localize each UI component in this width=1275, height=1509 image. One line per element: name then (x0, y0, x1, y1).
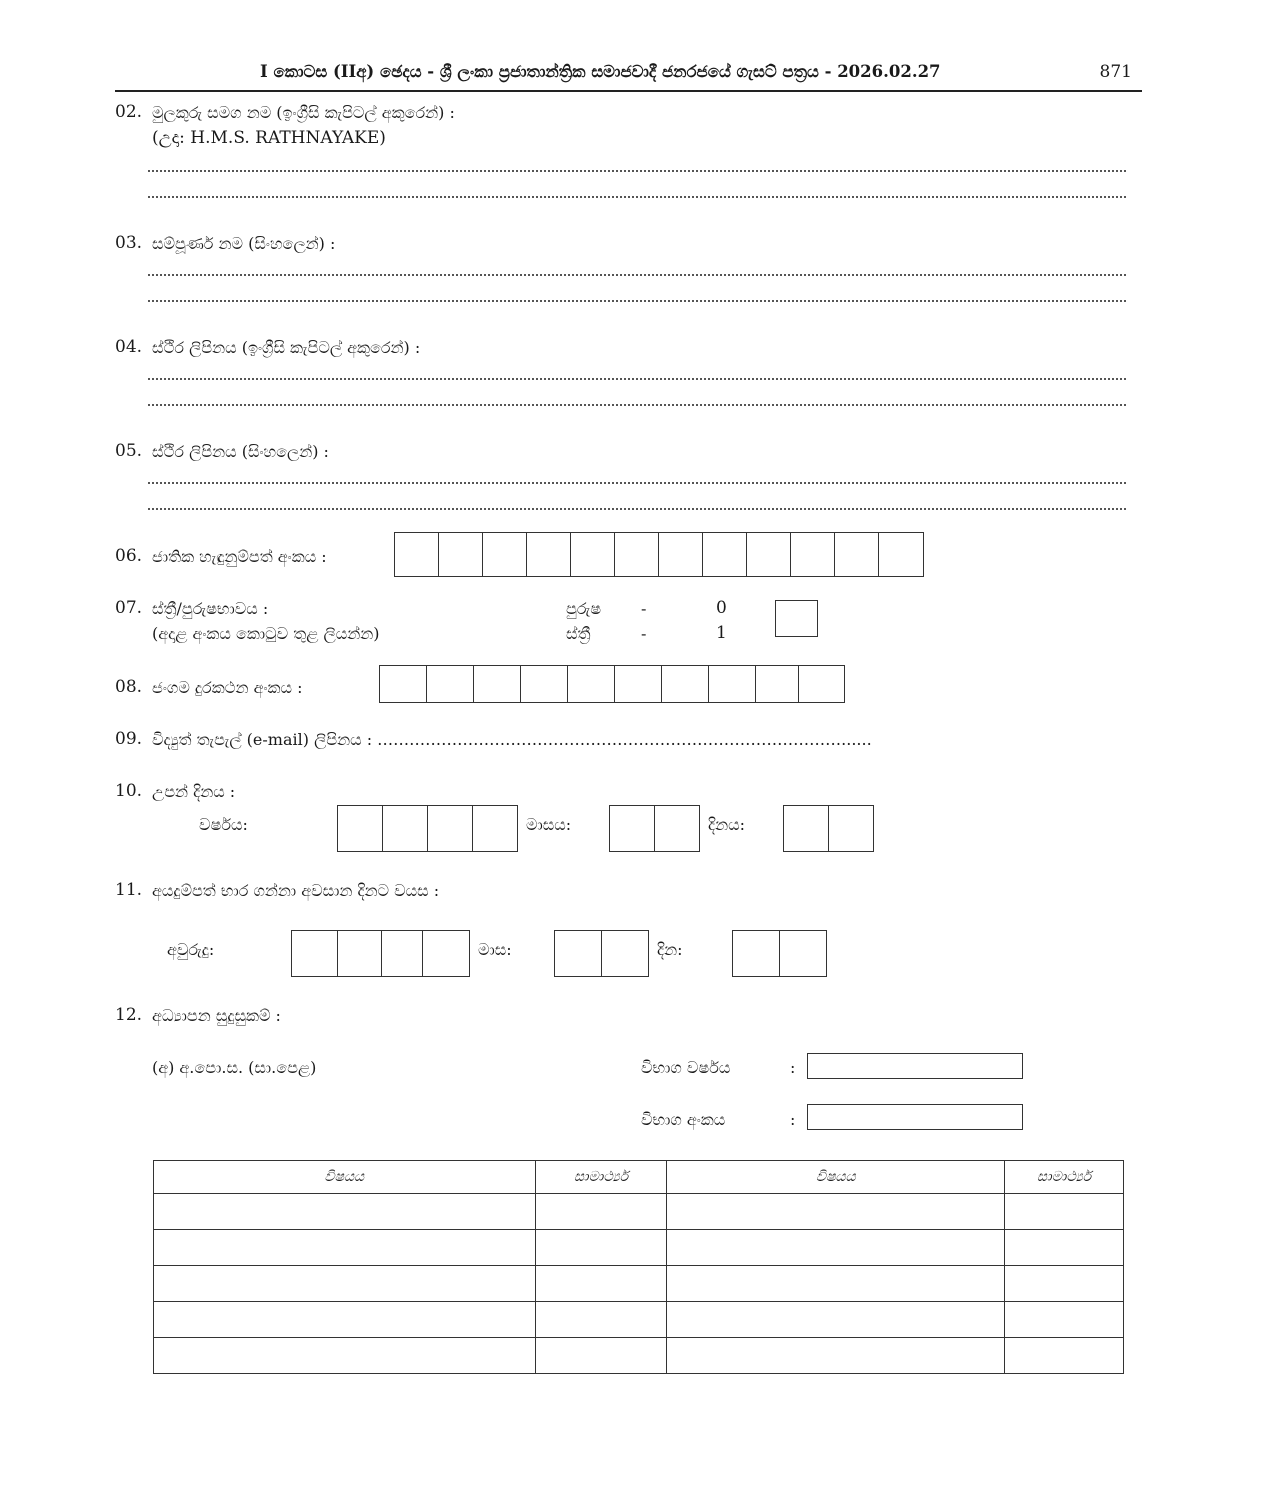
q07-note: (අදාළ අංකය කොටුව තුළ ලියන්න) (152, 624, 380, 643)
subject-header: විෂයය (667, 1161, 1005, 1194)
table-cell[interactable] (154, 1338, 536, 1374)
age-years-label: අවුරුදු: (167, 940, 215, 959)
birth-month-boxes[interactable] (609, 805, 700, 852)
q03-line-1[interactable] (148, 274, 1126, 276)
exam-index-field[interactable] (807, 1104, 1023, 1130)
q06-number: 06. (115, 546, 143, 566)
birth-day-label: දිනය: (708, 815, 745, 834)
q12-number: 12. (115, 1005, 143, 1025)
q05-line-2[interactable] (148, 508, 1126, 510)
q06-label: ජාතික හැඳුනුම්පත් අංකය : (152, 547, 327, 566)
q02-number: 02. (115, 102, 143, 122)
q03-number: 03. (115, 233, 143, 253)
table-cell[interactable] (1005, 1302, 1124, 1338)
page-number: 871 (1099, 62, 1132, 82)
exam-year-field[interactable] (807, 1053, 1023, 1079)
subject-header: විෂයය (154, 1161, 536, 1194)
gender-male-code: 0 (716, 598, 727, 618)
ol-exam-label: (අ) අ.පො.ස. (සා.පෙළ) (152, 1058, 317, 1077)
table-cell[interactable] (535, 1194, 667, 1230)
q12-label: අධ්‍යාපන සුදුසුකම් : (152, 1006, 281, 1025)
birth-month-label: මාසය: (526, 815, 572, 834)
gender-female-dash: - (641, 624, 647, 643)
table-row (154, 1338, 1124, 1374)
table-cell[interactable] (667, 1194, 1005, 1230)
table-cell[interactable] (667, 1230, 1005, 1266)
q08-label: ජංගම දුරකථන අංකය : (152, 678, 303, 697)
q02-example: (උදා: H.M.S. RATHNAYAKE) (152, 128, 386, 148)
table-cell[interactable] (535, 1266, 667, 1302)
grade-header: සාමාර්ථ්‍ය (535, 1161, 667, 1194)
table-cell[interactable] (667, 1266, 1005, 1302)
q05-line-1[interactable] (148, 482, 1126, 484)
table-cell[interactable] (535, 1302, 667, 1338)
birth-day-boxes[interactable] (783, 805, 874, 852)
table-cell[interactable] (1005, 1266, 1124, 1302)
mobile-number-boxes[interactable] (379, 665, 845, 703)
q04-line-2[interactable] (148, 404, 1126, 406)
table-cell[interactable] (1005, 1230, 1124, 1266)
exam-index-label: විභාග අංකය (641, 1110, 726, 1129)
q04-label: ස්ථිර ලිපිනය (ඉංග්‍රීසි කැපිටල් අකුරෙන්) : (152, 338, 421, 357)
q09-number: 09. (115, 729, 143, 749)
gender-female-code: 1 (716, 623, 727, 643)
q05-number: 05. (115, 441, 143, 461)
exam-index-colon: : (790, 1110, 796, 1129)
table-cell[interactable] (667, 1302, 1005, 1338)
exam-year-label: විභාග වර්ෂය (641, 1058, 731, 1077)
age-years-boxes[interactable] (291, 930, 470, 977)
table-cell[interactable] (154, 1302, 536, 1338)
table-row (154, 1302, 1124, 1338)
gender-female-label: ස්ත්‍රී (566, 624, 591, 643)
ol-results-table (153, 1160, 1124, 1374)
q02-line-2[interactable] (148, 196, 1126, 198)
age-months-label: මාස: (478, 940, 512, 959)
age-months-boxes[interactable] (554, 930, 649, 977)
gender-male-label: පුරුෂ (566, 599, 602, 618)
table-cell[interactable] (154, 1194, 536, 1230)
grade-header: සාමාර්ථ්‍ය (1005, 1161, 1124, 1194)
table-row (154, 1194, 1124, 1230)
birth-year-boxes[interactable] (337, 805, 518, 852)
table-cell[interactable] (154, 1230, 536, 1266)
q10-label: උපන් දිනය : (152, 782, 236, 801)
table-row (154, 1266, 1124, 1302)
table-cell[interactable] (667, 1338, 1005, 1374)
gender-code-box[interactable] (775, 600, 818, 637)
table-cell[interactable] (535, 1338, 667, 1374)
age-days-label: දින: (657, 940, 683, 959)
age-days-boxes[interactable] (732, 930, 827, 977)
q02-line-1[interactable] (148, 170, 1126, 172)
q08-number: 08. (115, 677, 143, 697)
q11-number: 11. (115, 880, 143, 900)
q11-label: අයදුම්පත් භාර ගන්නා අවසාන දිනට වයස : (152, 881, 440, 900)
q03-line-2[interactable] (148, 300, 1126, 302)
exam-year-colon: : (790, 1058, 796, 1077)
table-cell[interactable] (1005, 1338, 1124, 1374)
q03-label: සම්පූර්ණ නම (සිංහලෙන්) : (152, 234, 336, 253)
q02-label: මුලකුරු සමග නම (ඉංග්‍රීසි කැපිටල් අකුරෙන්) : (152, 103, 455, 122)
birth-year-label: වර්ෂය: (199, 815, 248, 834)
page-header (115, 62, 1142, 92)
q04-number: 04. (115, 337, 143, 357)
nic-number-boxes[interactable] (394, 532, 924, 577)
table-header-row (154, 1161, 1124, 1194)
q07-label: ස්ත්‍රී/පුරුෂභාවය : (152, 599, 269, 618)
table-cell[interactable] (1005, 1194, 1124, 1230)
table-cell[interactable] (535, 1230, 667, 1266)
gender-male-dash: - (641, 599, 647, 618)
q05-label: ස්ථිර ලිපිනය (සිංහලෙන්) : (152, 442, 329, 461)
table-cell[interactable] (154, 1266, 536, 1302)
gazette-title: I කොටස (IIඅ) ඡෙදය - ශ්‍රී ලංකා ප්‍රජාතාන්ත්‍රික සමාජවාදී ජනරජයේ ගැසට් පත්‍රය - 2026.02.27 (260, 62, 941, 81)
q09-label[interactable]: විද්‍යුත් තැපැල් (e-mail) ලිපිනය : ……………………………………………………………………………...... (152, 730, 872, 749)
q04-line-1[interactable] (148, 378, 1126, 380)
q07-number: 07. (115, 598, 143, 618)
q10-number: 10. (115, 781, 143, 801)
table-row (154, 1230, 1124, 1266)
